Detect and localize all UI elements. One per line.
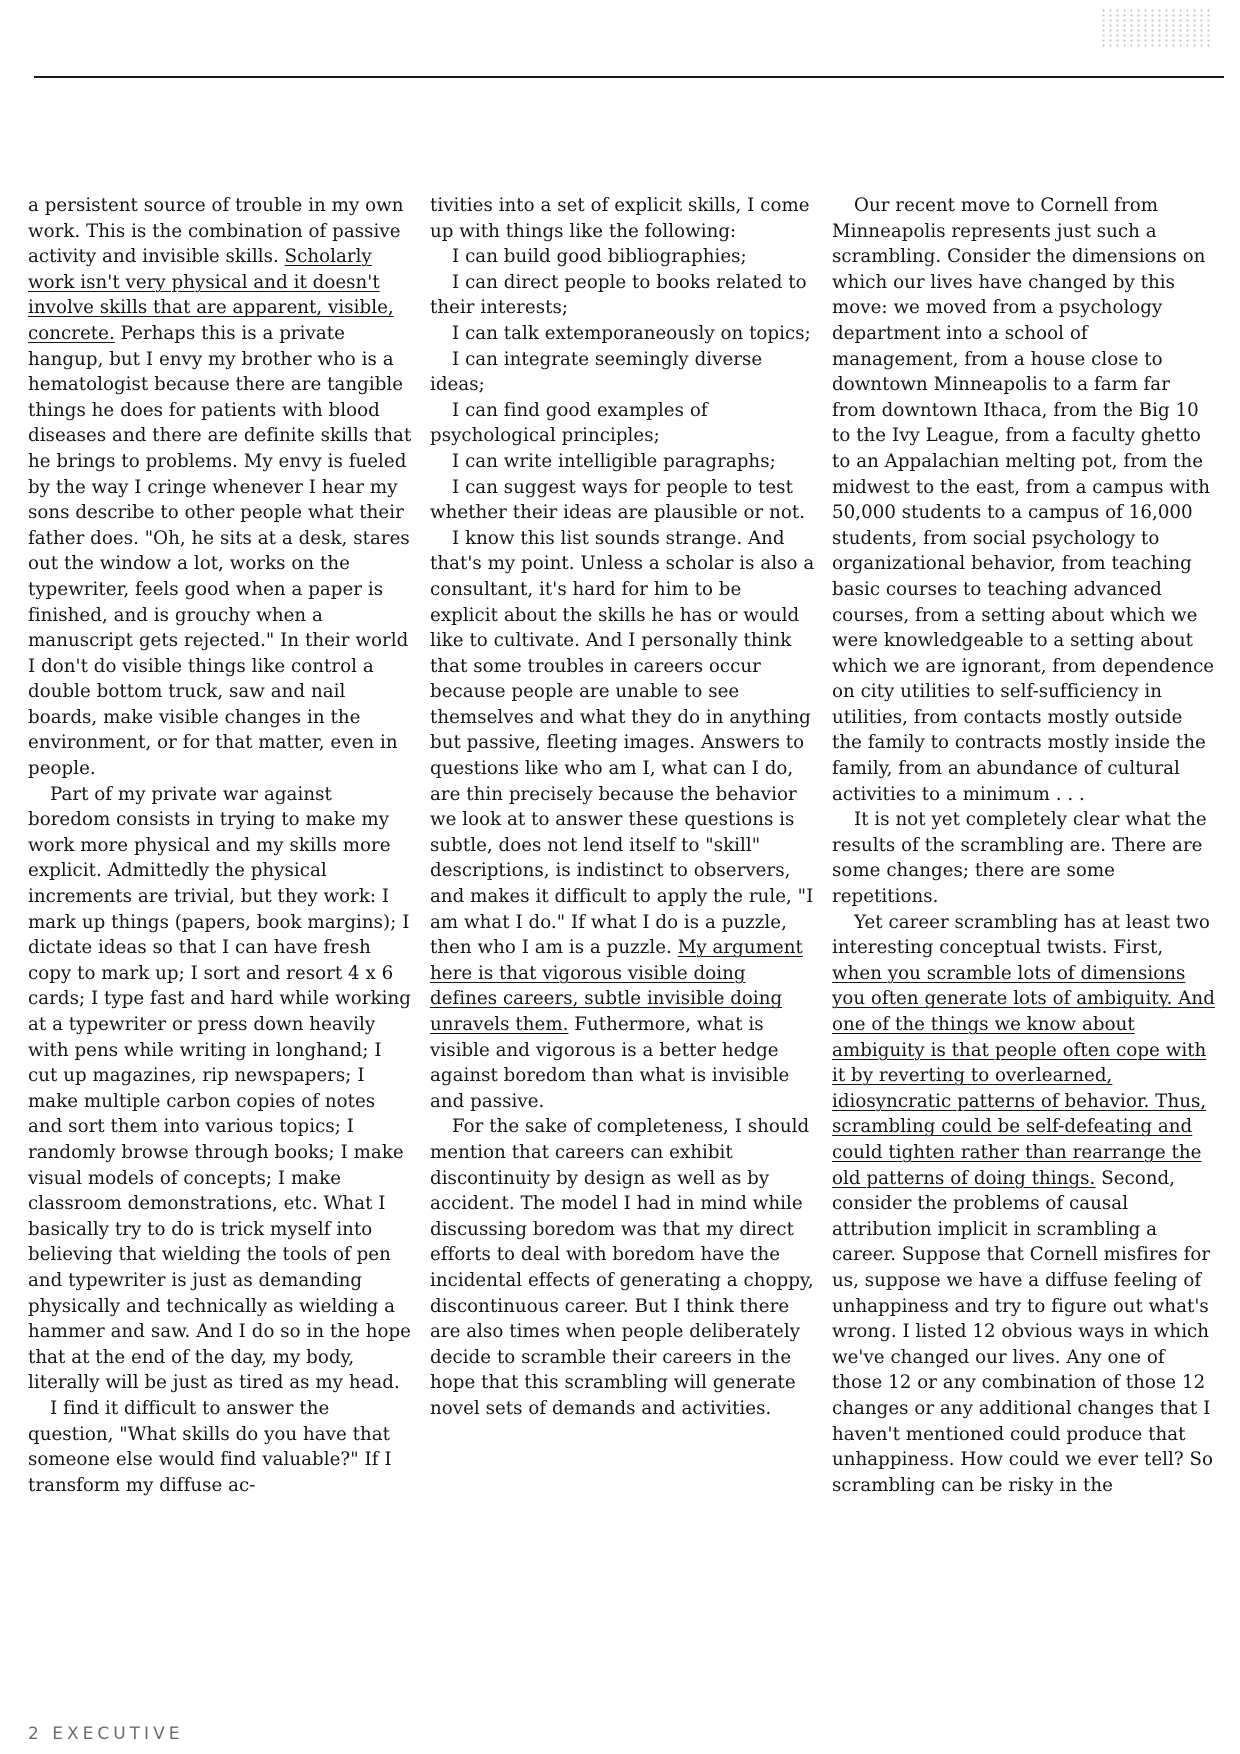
paragraph: Our recent move to Cornell from Minneapolis represents just such a scrambling. Consider the dimensions on which our lives have changed by this move: we moved from a psychology department into a school of management, from a house close to downtown Minneapolis to a farm far from downtown Ithaca, from the Big 10 to the Ivy League, from a faculty ghetto to an Appalachian melting pot, from the midwest to the east, from a campus with 50,000 students to a campus of 16,000 students, from social psychology to organizational behavior, from teaching basic courses to teaching advanced courses, from a setting about which we were knowledgeable to a setting about which we are ignorant, from dependence on city utilities to self-sufficiency in utilities, from contacts mostly outside the family to contracts mostly inside the family, from an abundance of cultural activities to a minimum . . .: [832, 195, 1215, 805]
paragraph: Part of my private war against boredom consists in trying to make my work more physical and my skills more explicit. Admittedly the physical increments are trivial, but they work: I mark up things (papers, book margins); I dictate ideas so that I can have fresh copy to mark up; I sort and resort 4 x 6 cards; I type fast and hard while working at a typewriter or press down heavily with pens while writing in longhand; I cut up magazines, rip newspapers; I make multiple carbon copies of notes and sort them into various topics; I randomly browse through books; I make visual models of concepts; I make classroom demonstrations, etc. What I basically try to do is trick myself into believing that wielding the tools of pen and typewriter is just as demanding physically and technically as wielding a hammer and saw. And I do so in the hope that at the end of the day, my body, literally will be just as tired as my head.: [28, 783, 411, 1394]
paragraph: For the sake of completeness, I should mention that careers can exhibit discontinuity by design as well as by accident. The model I had in mind while discussing boredom was that my direct efforts to deal with boredom have the incidental effects of generating a choppy, discontinuous career. But I think there are also times when people deliberately decide to scramble their careers in the hope that this scrambling will generate novel sets of demands and activities.: [430, 1116, 814, 1419]
scan-noise: [1100, 8, 1210, 48]
skill-list-item: I can find good examples of psychological principles;: [430, 399, 708, 447]
article-column-2: [430, 193, 815, 1422]
skill-list-item: I can build good bibliographies;: [452, 246, 747, 268]
paragraph: Yet career scrambling has at least two interesting conceptual twists. First, when you scramble lots of dimensions you often generate lots of ambiguity. And one of the things we know about ambiguity is that people often cope with it by reverting to overlearned, idiosyncratic patterns of behavior. Thus, scrambling could be self-defeating and could tighten rather than rearrange the old patterns of doing things. Second, consider the problems of causal attribution implicit in scrambling a career. Suppose that Cornell misfires for us, suppose we have a diffuse feeling of unhappiness and try to figure out what's wrong. I listed 12 obvious ways in which we've changed our lives. Any one of those 12 or any combination of those 12 changes or any additional changes that I haven't mentioned could produce that unhappiness. How could we ever tell? So scrambling can be risky in the: [832, 911, 1215, 1496]
underlined-passage: My argument here is that vigorous visible doing defines careers, subtle invisible doing unravels them.: [430, 937, 803, 1035]
page-footer: [28, 1724, 183, 1744]
paragraph: It is not yet completely clear what the results of the scrambling are. There are some changes; there are some repetitions.: [832, 809, 1207, 908]
skill-list-item: I can integrate seemingly diverse ideas;: [430, 348, 763, 396]
article-column-1: [28, 193, 413, 1498]
publication-name: EXECUTIVE: [52, 1724, 184, 1744]
skill-list-item: I can suggest ways for people to test whether their ideas are plausible or not.: [430, 476, 806, 524]
paragraph: tivities into a set of explicit skills, I come up with things like the following:: [430, 195, 810, 242]
page-number: 2: [28, 1724, 43, 1744]
underlined-passage: Scholarly work isn't very physical and it doesn't involve skills that are apparent, visible, concrete.: [28, 246, 394, 344]
article-column-3: [832, 193, 1217, 1498]
paragraph: I find it difficult to answer the question, "What skills do you have that someone else would find valuable?" If I transform my diffuse ac-: [28, 1397, 392, 1496]
skill-list-item: I can direct people to books related to their interests;: [430, 271, 807, 319]
paragraph: a persistent source of trouble in my own work. This is the combination of passive activity and invisible skills. Scholarly work isn't very physical and it doesn't involve skills that are apparent, visible, concrete. Perhaps this is a private hangup, but I envy my brother who is a hematologist because there are tangible things he does for patients with blood diseases and there are definite skills that he brings to problems. My envy is fueled by the way I cringe whenever I hear my sons describe to other people what their father does. "Oh, he sits at a desk, stares out the window a lot, works on the typewriter, feels good when a paper is finished, and is grouchy when a manuscript gets rejected." In their world I don't do visible things like control a double bottom truck, saw and nail boards, make visible changes in the environment, or for that matter, even in people.: [28, 195, 412, 780]
skill-list-item: I can talk extemporaneously on topics;: [452, 322, 811, 344]
underlined-passage: when you scramble lots of dimensions you often generate lots of ambiguity. And one of the things we know about ambiguity is that people often cope with it by reverting to overlearned, idiosyncratic patterns of behavior. Thus, scrambling could be self-defeating and could tighten rather than rearrange the old patterns of doing things.: [832, 962, 1215, 1189]
skill-list-item: I can write intelligible paragraphs;: [452, 450, 776, 472]
header-rule: [34, 76, 1224, 78]
paragraph: I know this list sounds strange. And that's my point. Unless a scholar is also a consultant, it's hard for him to be explicit about the skills he has or would like to cultivate. And I personally think that some troubles in careers occur because people are unable to see themselves and what they do in anything but passive, fleeting images. Answers to questions like who am I, what can I do, are thin precisely because the behavior we look at to answer these questions is subtle, does not lend itself to "skill" descriptions, is indistinct to observers, and makes it difficult to apply the rule, "I am what I do." If what I do is a puzzle, then who I am is a puzzle. My argument here is that vigorous visible doing defines careers, subtle invisible doing unravels them. Futhermore, what is visible and vigorous is a better hedge against boredom than what is invisible and passive.: [430, 527, 815, 1112]
